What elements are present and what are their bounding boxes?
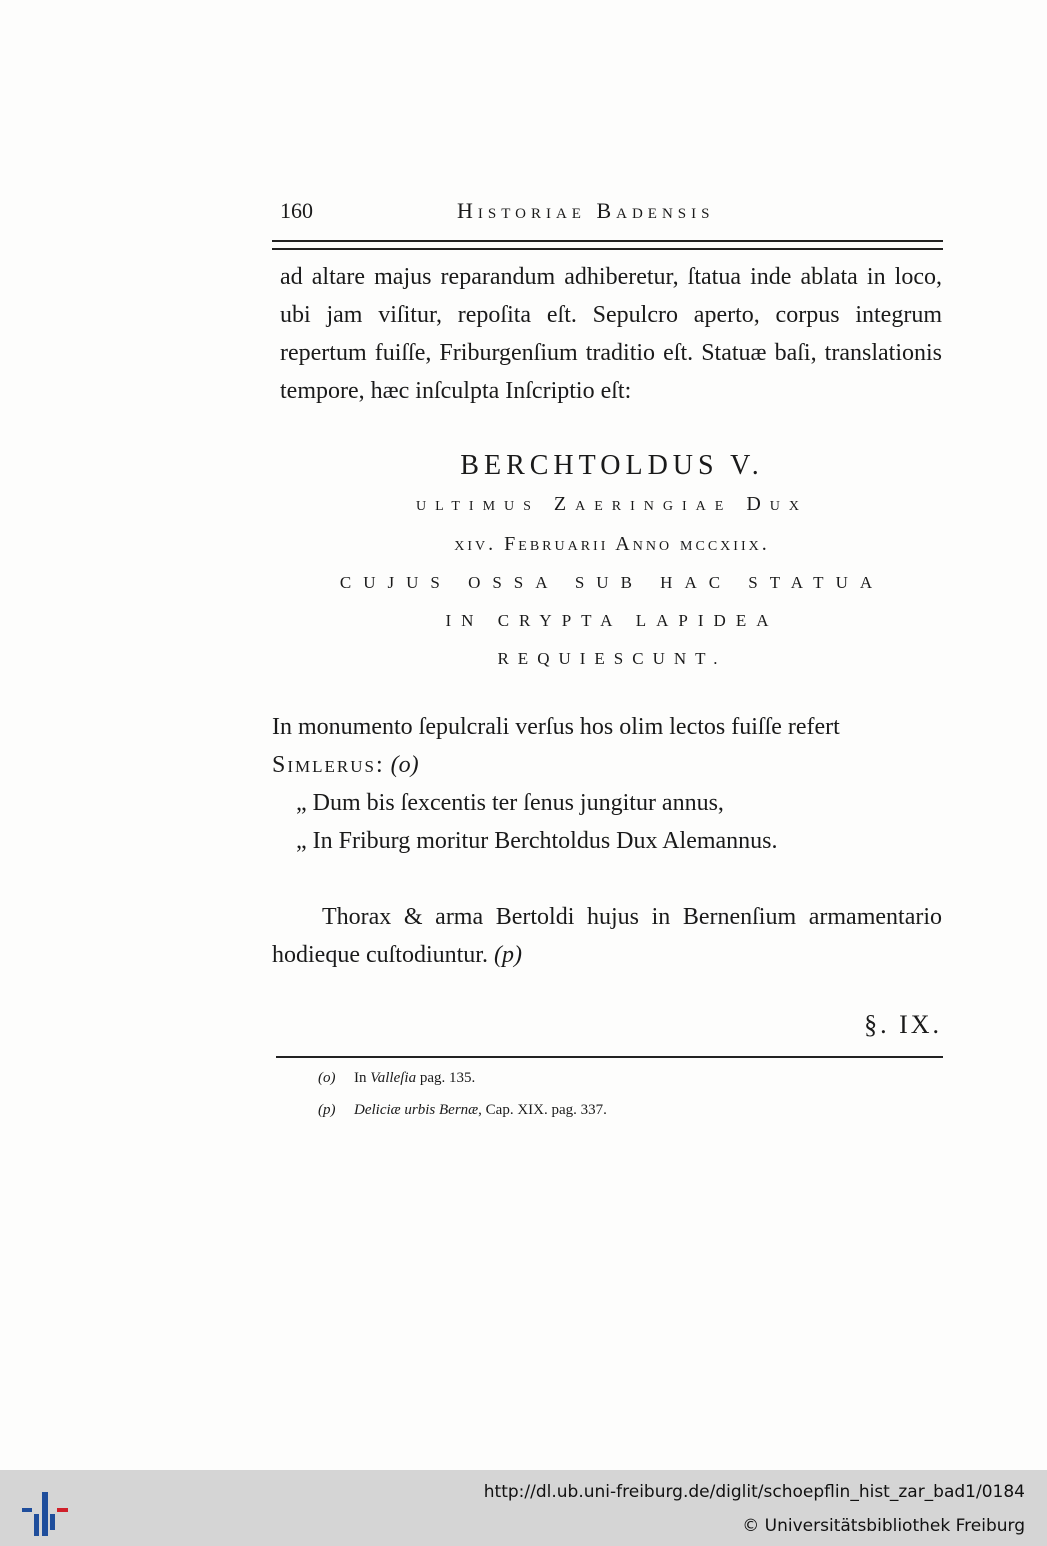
header-double-rule [272, 240, 943, 250]
inscription-line-2: ultimus Zaeringiae Dux [415, 493, 809, 515]
footnote-ref-o[interactable]: (o) [390, 752, 419, 778]
author-name: Simlerus: [272, 752, 385, 778]
footnote-o [318, 1070, 475, 1087]
paragraph-3 [272, 898, 942, 974]
ub-freiburg-logo-icon[interactable] [22, 1484, 68, 1536]
paragraph-3-text: Thorax & arma Bertoldi hujus in Bernenſium armamentario hodieque cuſtodiuntur. [272, 904, 942, 968]
inscription-line-4: CUJUS OSSA SUB HAC STATUA [339, 573, 885, 592]
footnote-rest: pag. 135. [416, 1070, 476, 1086]
footnote-rest: , Cap. XIX. pag. 337. [478, 1102, 607, 1118]
footnote-mark: (o) [318, 1070, 336, 1086]
logo-bar-3 [50, 1514, 55, 1530]
verse-line-1: „ Dum bis ſexcentis ter ſenus jungitur annus, [296, 790, 724, 816]
paragraph-2 [272, 708, 942, 784]
footnote-prefix: In [354, 1070, 371, 1086]
permalink-url[interactable]: http://dl.ub.uni-freiburg.de/diglit/schoepflin_hist_zar_bad1/0184 [483, 1482, 1025, 1502]
paragraph-2-text: In monumento ſepulcrali verſus hos olim lectos fuiſſe refert [272, 714, 840, 740]
footnote-rule [276, 1056, 943, 1058]
running-title: Historiae Badensis [457, 198, 715, 223]
logo-bar-red [57, 1508, 68, 1512]
footnote-mark: (p) [318, 1102, 336, 1118]
logo-bar-left [22, 1508, 32, 1512]
page-number: 160 [280, 198, 313, 223]
viewer-footer [0, 1470, 1047, 1546]
inscription-block [272, 448, 952, 678]
footnote-ref-p[interactable]: (p) [493, 942, 522, 968]
inscription-line-5: IN CRYPTA LAPIDEA [445, 611, 779, 630]
inscription-line-6: REQUIESCUNT. [497, 649, 727, 668]
section-mark: §. IX. [864, 1010, 942, 1039]
verse-line-2: „ In Friburg moritur Berchtoldus Dux Alemannus. [296, 828, 778, 854]
footnote-title: Deliciæ urbis Bernæ [354, 1102, 479, 1118]
paragraph-1: ad altare majus reparandum adhiberetur, ſtatua inde ablata in loco, ubi jam viſitur, repoſita eſt. Sepulcro aperto, corpus integrum repertum fuiſſe, Friburgenſium traditio eſt. Statuæ baſi, translationis tempore, hæc inſculpta Inſcriptio eſt: [280, 264, 942, 404]
running-head [272, 196, 942, 226]
logo-bar-1 [34, 1514, 39, 1536]
copyright-notice: © Universitätsbibliothek Freiburg [742, 1516, 1025, 1536]
inscription-line-1: BERCHTOLDUS V. [460, 450, 764, 481]
inscription-line-3: xiv. Februarii Anno mccxiix. [454, 533, 770, 555]
footnote-title: Valleſia [370, 1070, 417, 1086]
logo-bar-2 [42, 1492, 48, 1536]
footnote-p [318, 1102, 607, 1119]
